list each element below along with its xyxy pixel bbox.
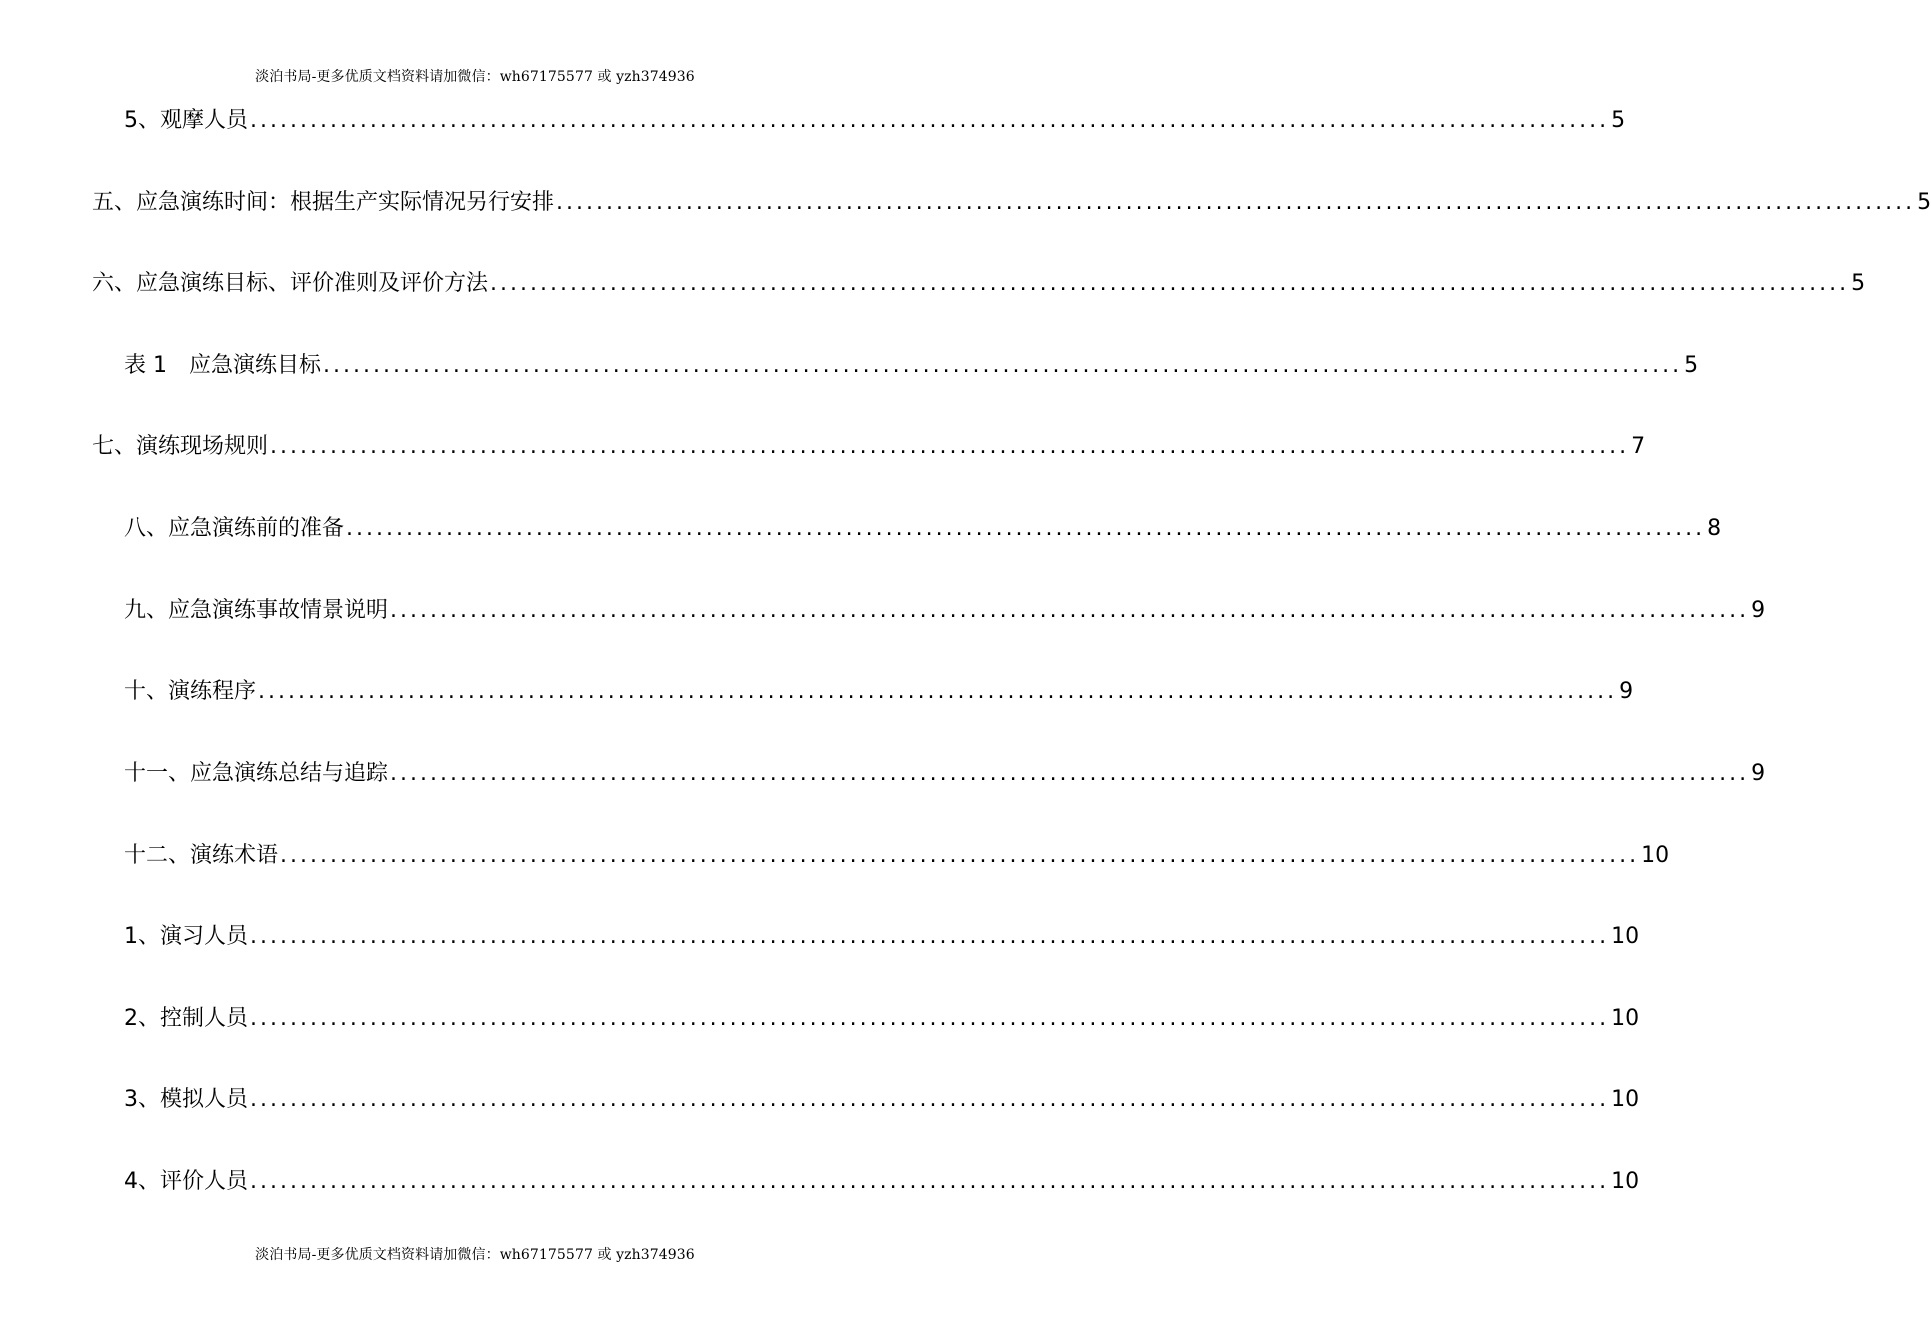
toc-entry-title: 1、演习人员 <box>124 924 248 949</box>
toc-entry[interactable] <box>124 1004 1640 1034</box>
toc-entry[interactable] <box>124 351 1699 381</box>
toc-entry[interactable] <box>124 106 1626 136</box>
toc-page-number: 10 <box>1611 1087 1640 1112</box>
toc-entry[interactable] <box>124 677 1634 707</box>
page-header: 淡泊书局-更多优质文档资料请加微信：wh67175577 或 yzh374936 <box>255 69 695 85</box>
toc-entry-title: 七、演练现场规则 <box>92 434 269 459</box>
toc-entry-title: 十二、演练术语 <box>124 843 279 868</box>
toc-page-number: 10 <box>1611 1169 1640 1194</box>
toc-entry-title: 六、应急演练目标、评价准则及评价方法 <box>92 271 489 296</box>
toc-entry-title: 2、控制人员 <box>124 1006 248 1031</box>
toc-page-number: 5 <box>1917 190 1931 215</box>
toc-entry-title: 3、模拟人员 <box>124 1087 248 1112</box>
toc-entry[interactable] <box>92 269 1866 299</box>
toc-entry[interactable] <box>124 1167 1640 1197</box>
toc-page-number: 9 <box>1619 679 1634 704</box>
page-footer: 淡泊书局-更多优质文档资料请加微信：wh67175577 或 yzh374936 <box>255 1247 695 1263</box>
toc-dot-leader: ........................................................................................................................................ <box>270 434 1630 459</box>
toc-entry-title: 八、应急演练前的准备 <box>124 516 345 541</box>
toc-dot-leader: ........................................................................................................................................ <box>250 1169 1610 1194</box>
toc-dot-leader: ........................................................................................................................................ <box>346 516 1706 541</box>
toc-dot-leader: ........................................................................................................................................ <box>250 924 1610 949</box>
toc-page-number: 7 <box>1631 434 1646 459</box>
toc-page-number: 5 <box>1611 108 1626 133</box>
toc-entry[interactable] <box>124 922 1640 952</box>
toc-entry-title: 4、评价人员 <box>124 1169 248 1194</box>
toc-entry-title: 5、观摩人员 <box>124 108 248 133</box>
toc-dot-leader: ........................................................................................................................................ <box>258 679 1618 704</box>
toc-dot-leader: ........................................................................................................................................ <box>250 108 1610 133</box>
toc-dot-leader: ........................................................................................................................................ <box>280 843 1640 868</box>
toc-page-number: 10 <box>1611 1006 1640 1031</box>
toc-dot-leader: ........................................................................................................................................ <box>323 353 1683 378</box>
toc-page-number: 9 <box>1751 598 1766 623</box>
toc-entry[interactable] <box>124 596 1766 626</box>
toc-page-number: 5 <box>1684 353 1699 378</box>
toc-dot-leader: ........................................................................................................................................ <box>490 271 1850 296</box>
toc-entry[interactable] <box>92 432 1646 462</box>
toc-page-number: 5 <box>1851 271 1866 296</box>
toc-dot-leader: ........................................................................................................................................ <box>390 598 1750 623</box>
toc-entry[interactable] <box>124 1085 1640 1115</box>
toc-dot-leader: ........................................................................................................................................ <box>390 761 1750 786</box>
toc-dot-leader: ........................................................................................................................................ <box>250 1087 1610 1112</box>
toc-entry[interactable] <box>124 759 1766 789</box>
toc-page-number: 10 <box>1641 843 1670 868</box>
toc-entry-title: 表 1 应急演练目标 <box>124 353 321 378</box>
toc-entry[interactable] <box>124 841 1670 871</box>
toc-entry[interactable] <box>92 188 1931 218</box>
toc-page-number: 10 <box>1611 924 1640 949</box>
toc-page-number: 9 <box>1751 761 1766 786</box>
toc-entry-title: 十一、应急演练总结与追踪 <box>124 761 389 786</box>
toc-entry-title: 五、应急演练时间：根据生产实际情况另行安排 <box>92 190 555 215</box>
toc-page-number: 8 <box>1707 516 1722 541</box>
toc-entry-title: 九、应急演练事故情景说明 <box>124 598 389 623</box>
toc-dot-leader: ........................................................................................................................................ <box>250 1006 1610 1031</box>
toc-dot-leader: ........................................................................................................................................ <box>556 190 1916 215</box>
toc-entry-title: 十、演练程序 <box>124 679 257 704</box>
toc-entry[interactable] <box>124 514 1722 544</box>
